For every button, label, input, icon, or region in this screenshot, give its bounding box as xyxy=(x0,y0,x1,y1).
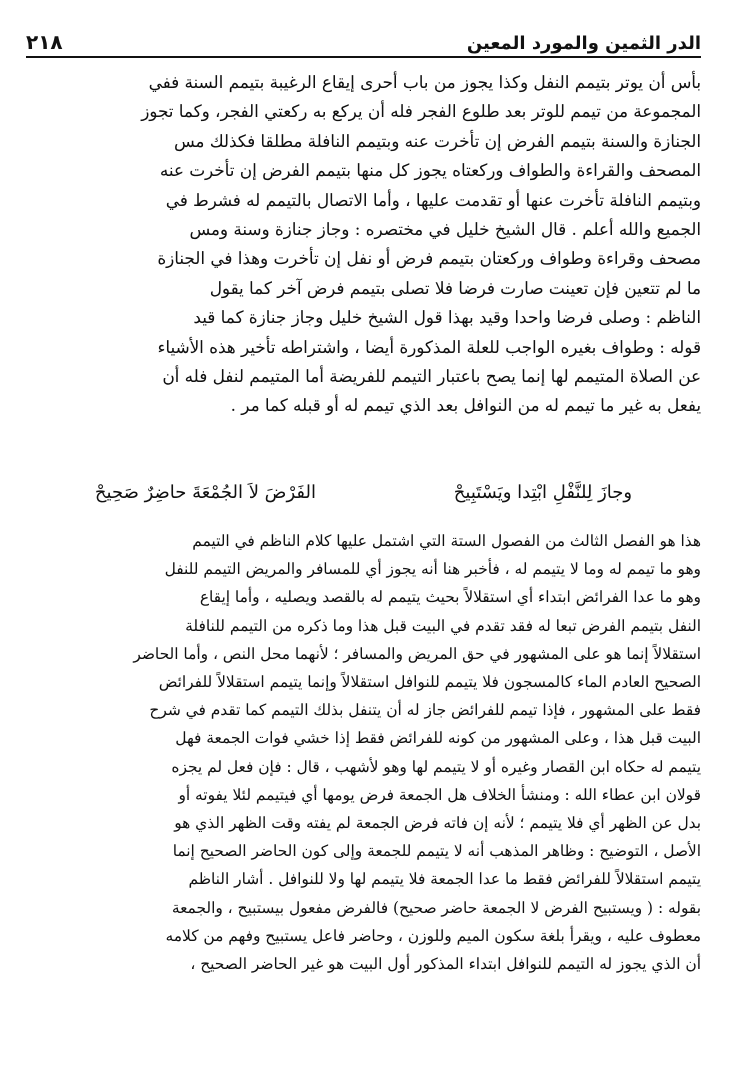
running-title: الدر الثمين والمورد المعين xyxy=(466,33,701,54)
commentary-line: معطوف عليه ، ويقرأ بلغة سكون الميم وللوزن ، وحاضر فاعل يستبيح وفهم من كلامه xyxy=(165,926,701,945)
text-line: الجنازة والسنة بتيمم الفرض إن تأخرت عنه وبتيمم النافلة مطلقا فكذلك مس xyxy=(174,130,701,151)
commentary-line: أن الذي يجوز له التيمم للنوافل ابتداء المذكور أول البيت هو غير الحاضر الصحيح ، xyxy=(190,955,701,974)
text-line: ما لم تتعين فإن تعينت صارت فرضا فلا تصلى بتيمم فرض آخر كما يقول xyxy=(209,277,701,298)
text-line: عن الصلاة المتيمم لها إنما يصح باعتبار التيمم للفريضة أما المتيمم لنفل فله أن xyxy=(162,366,701,387)
commentary-line: استقلالاً إنما هو على المشهور في حق المريض والمسافر ؛ لأنهما محل النص ، وأما الحاضر xyxy=(133,644,701,663)
commentary-line: وهو ما عدا الفرائض ابتداء أي استقلالاً بحيث يتيمم له بالقصد ويصليه ، وأما إيقاع xyxy=(199,588,701,607)
text-line: يفعل به غير ما تيمم له من النوافل بعد الذي تيمم له أو قبله كما مر . xyxy=(230,395,701,416)
verse-first-hemistich: وجازَ لِلنَّفْلِ ابْتِدا ويَسْتَبِيحْ xyxy=(453,481,633,503)
commentary-line: الصحيح العادم الماء كالمسجون فلا يتيمم للنوافل استقلالاً وإنما يتيمم استقلالاً للفرائض xyxy=(158,673,701,692)
text-line: المصحف والقراءة والطواف وركعتاه يجوز كل منها بتيمم الفرض إن تأخرت عنه xyxy=(159,160,701,181)
text-line: مصحف وقراءة وطواف وركعتان بتيمم فرض أو نفل إن تأخرت وهذا في الجنازة xyxy=(157,248,701,269)
page-number: ٢١٨ xyxy=(26,30,63,54)
poem-verse xyxy=(26,474,701,510)
text-line: الجميع والله أعلم . قال الشيخ خليل في مختصره : وجاز جنازة وسنة ومس xyxy=(189,219,701,240)
commentary-line: النفل بتيمم الفرض تبعا له فقد تقدم في البيت قبل هذا وما ذكره من التيمم للنافلة xyxy=(185,616,701,635)
verse-second-hemistich: الفَرْضَ لاَ الجُمْعَةَ حاضِرٌ صَحِيحْ xyxy=(94,481,316,503)
commentary-line: يتيمم استقلالاً للفرائض فقط ما عدا الجمعة فلا يتيمم لها ولا للنوافل . أشار الناظم xyxy=(188,870,701,889)
text-line: بأس أن يوتر بتيمم النفل وكذا يجوز من باب أحرى إيقاع الرغيبة بتيمم السنة ففي xyxy=(148,72,701,92)
commentary-line: البيت قبل هذا ، وعلى المشهور من كونه للفرائض فقط إذا خشي فوات الجمعة فهل xyxy=(175,729,701,748)
text-line: المجموعة من تيمم للوتر بعد طلوع الفجر فله أن يركع به ركعتي الفجر، وكما تجوز xyxy=(141,101,701,122)
commentary-line: قولان ابن عطاء الله : ومنشأ الخلاف هل الجمعة فرض يومها أي فيتيمم لئلا يفوته أو xyxy=(178,785,701,804)
commentary-paragraph xyxy=(26,527,701,978)
page-header xyxy=(26,26,701,58)
main-paragraph xyxy=(26,68,701,421)
commentary-line: بقوله : ( ويستبيح الفرض لا الجمعة حاضر صحيح) فالفرض مفعول بيستبيح ، والجمعة xyxy=(171,898,701,917)
commentary-line: فقط على المشهور ، فإذا تيمم للفرائض جاز له أن يتنفل بذلك التيمم كما تقدم في شرح xyxy=(149,701,701,720)
text-line: وبتيمم النافلة تأخرت عنها أو تقدمت عليها ، وأما الاتصال بالتيمم له فشرط في xyxy=(165,189,701,210)
commentary-line: الأصل ، التوضيح : وظاهر المذهب أنه لا يتيمم للجمعة وإلى كون الحاضر الصحيح إنما xyxy=(172,842,701,861)
commentary-line: هذا هو الفصل الثالث من الفصول الستة التي اشتمل عليها كلام الناظم في التيمم xyxy=(192,532,701,550)
commentary-line: وهو ما تيمم له وما لا يتيمم له ، فأخبر هنا أنه يجوز أي للمسافر والمريض التيمم للنفل xyxy=(164,560,701,579)
text-line: قوله : وطواف بغيره الواجب للعلة المذكورة أيضا ، واشتراطه تأخير هذه الأشياء xyxy=(157,336,701,357)
commentary-line: بدل عن الظهر أي فلا يتيمم ؛ لأنه إن فاته فرض الجمعة لم يفته وقت الظهر الذي هو xyxy=(174,814,701,833)
text-line: الناظم : وصلى فرضا واحدا وقيد بهذا قول الشيخ خليل وجاز جنازة كما قيد xyxy=(193,307,701,328)
commentary-line: يتيمم له حكاه ابن القصار وغيره أو لا يتيمم لها وهو لأشهب ، قال : فإن فعل لم يجزه xyxy=(171,757,701,776)
